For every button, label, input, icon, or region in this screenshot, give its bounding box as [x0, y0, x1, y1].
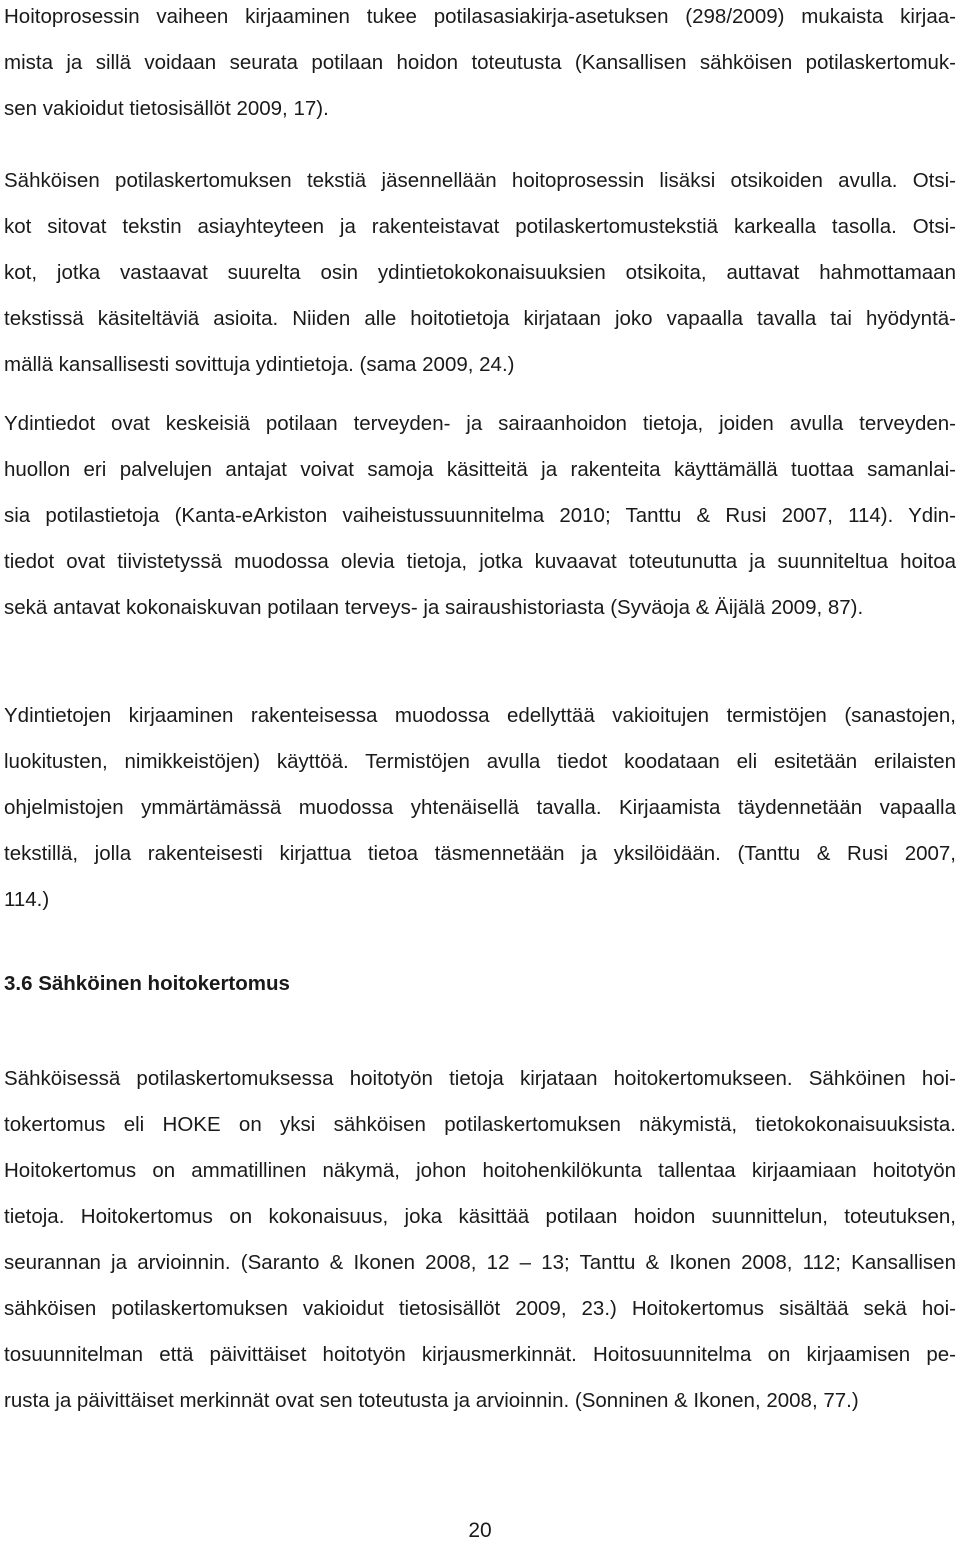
text-line: sekä antavat kokonaiskuvan potilaan terveys- ja sairaushistoriasta (Syväoja & Äijälä 2009, 87). [4, 596, 864, 619]
paragraph-ydintietojen-kirjaaminen [4, 706, 956, 936]
text-line: Sähköisessä potilaskertomuksessa hoitotyön tietoja kirjataan hoitokertomukseen. Sähköinen hoi- [4, 1067, 956, 1090]
text-line: seurannan ja arvioinnin. (Saranto & Ikonen 2008, 12 – 13; Tanttu & Ikonen 2008, 112; Kansallisen [4, 1251, 956, 1274]
text-line: tekstillä, jolla rakenteisesti kirjattua tietoa täsmennetään ja yksilöidään. (Tanttu & Rusi 2007, [4, 842, 956, 865]
text-line: sähköisen potilaskertomuksen vakioidut tietosisällöt 2009, 23.) Hoitokertomus sisältää sekä hoi- [4, 1297, 956, 1320]
text-line: mällä kansallisesti sovittuja ydintietoja. (sama 2009, 24.) [4, 353, 515, 376]
text-line: Hoitoprosessin vaiheen kirjaaminen tukee potilasasiakirja-asetuksen (298/2009) mukaista kirjaa- [4, 5, 956, 28]
text-line: tosuunnitelman että päivittäiset hoitotyön kirjausmerkinnät. Hoitosuunnitelma on kirjaamisen pe- [4, 1343, 956, 1366]
text-line: rusta ja päivittäiset merkinnät ovat sen toteutusta ja arvioinnin. (Sonninen & Ikonen, 2008, 77.) [4, 1389, 859, 1412]
text-line: tietoja. Hoitokertomus on kokonaisuus, joka käsittää potilaan hoidon suunnittelun, toteutuksen, [4, 1205, 956, 1228]
text-line: 114.) [4, 888, 50, 911]
paragraph-otsikot [4, 171, 956, 401]
text-line: luokitusten, nimikkeistöjen) käyttöä. Termistöjen avulla tiedot koodataan eli esitetään erilaisten [4, 750, 956, 773]
text-line: sia potilastietoja (Kanta-eArkiston vaiheistussuunnitelma 2010; Tanttu & Rusi 2007, 114). Ydin- [4, 504, 956, 527]
section-heading: 3.6 Sähköinen hoitokertomus [4, 972, 290, 995]
text-line: Ydintiedot ovat keskeisiä potilaan terveyden- ja sairaanhoidon tietoja, joiden avulla terveyden- [4, 412, 956, 435]
text-line: tekstissä käsiteltäviä asioita. Niiden alle hoitotietoja kirjataan joko vapaalla tavalla tai hyödyntä- [4, 307, 956, 330]
paragraph-hoitokertomus [4, 1069, 956, 1437]
paragraph-ydintiedot [4, 414, 956, 644]
text-line: tiedot ovat tiivistetyssä muodossa olevia tietoja, jotka kuvaavat toteutunutta ja suunniteltua hoitoa [4, 550, 956, 573]
text-line: tokertomus eli HOKE on yksi sähköisen potilaskertomuksen näkymistä, tietokokonaisuuksista. [4, 1113, 956, 1136]
paragraph-hoitoprosessin-kirjaaminen [4, 7, 956, 145]
text-line: Ydintietojen kirjaaminen rakenteisessa muodossa edellyttää vakioitujen termistöjen (sanastojen, [4, 704, 956, 727]
page-number: 20 [468, 1519, 492, 1542]
text-line: mista ja sillä voidaan seurata potilaan hoidon toteutusta (Kansallisen sähköisen potilaskertomuk- [4, 51, 956, 74]
text-line: Hoitokertomus on ammatillinen näkymä, johon hoitohenkilökunta tallentaa kirjaamiaan hoitotyön [4, 1159, 956, 1182]
text-line: kot, jotka vastaavat suurelta osin ydintietokokonaisuuksien otsikoita, auttavat hahmottamaan [4, 261, 956, 284]
text-line: Sähköisen potilaskertomuksen tekstiä jäsennellään hoitoprosessin lisäksi otsikoiden avulla. Otsi- [4, 169, 956, 192]
text-line: kot sitovat tekstin asiayhteyteen ja rakenteistavat potilaskertomustekstiä karkealla tasolla. Otsi- [4, 215, 956, 238]
text-line: sen vakioidut tietosisällöt 2009, 17). [4, 97, 329, 120]
text-line: huollon eri palvelujen antajat voivat samoja käsitteitä ja rakenteita käyttämällä tuottaa samanlai- [4, 458, 956, 481]
text-line: ohjelmistojen ymmärtämässä muodossa yhtenäisellä tavalla. Kirjaamista täydennetään vapaalla [4, 796, 956, 819]
